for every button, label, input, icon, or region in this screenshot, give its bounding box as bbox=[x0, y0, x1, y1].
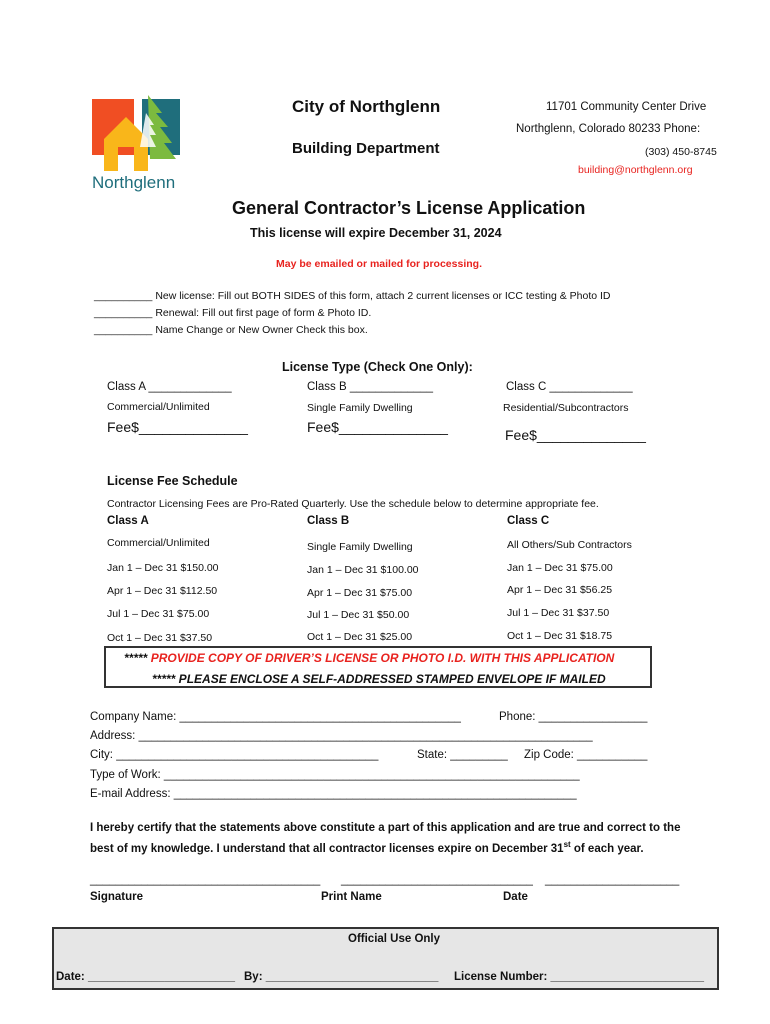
fee-row: Apr 1 – Dec 31 $112.50 bbox=[107, 585, 218, 597]
form-title: General Contractor’s License Application bbox=[232, 198, 586, 218]
signature-line[interactable]: ____________________________________ bbox=[90, 874, 321, 886]
address-line1: 11701 Community Center Drive bbox=[546, 101, 707, 113]
fee-row: Apr 1 – Dec 31 $56.25 bbox=[507, 584, 613, 596]
fee-row: Jan 1 – Dec 31 $150.00 bbox=[107, 562, 219, 574]
official-use-heading: Official Use Only bbox=[348, 933, 441, 945]
option-renewal[interactable] bbox=[94, 307, 371, 319]
logo-text: Northglenn bbox=[92, 173, 176, 192]
option-text: Name Change or New Owner Check this box. bbox=[155, 324, 368, 336]
notice-id-text: PROVIDE COPY OF DRIVER’S LICENSE OR PHOTO I.D. WITH THIS APPLICATION bbox=[150, 651, 615, 665]
certification-text-end: of each year. bbox=[570, 842, 644, 855]
fee-row: Jan 1 – Dec 31 $75.00 bbox=[507, 562, 613, 574]
zip-field[interactable]: Zip Code: ___________ bbox=[524, 749, 648, 761]
certification-text: best of my knowledge. I understand that all contractor licenses expire on December 31 bbox=[90, 842, 564, 855]
email-link[interactable]: building@northglenn.org bbox=[578, 164, 693, 176]
department-name: Building Department bbox=[292, 140, 440, 157]
fee-row: Oct 1 – Dec 31 $25.00 bbox=[307, 631, 413, 643]
class-c-fee-field[interactable]: Fee$______________ bbox=[505, 427, 646, 443]
city-field[interactable]: City: _________________________________________ bbox=[90, 749, 379, 761]
option-blank: __________ bbox=[94, 290, 153, 302]
fee-col-desc: Single Family Dwelling bbox=[307, 541, 413, 553]
class-b-desc: Single Family Dwelling bbox=[307, 402, 413, 414]
option-new-license[interactable] bbox=[94, 290, 611, 302]
type-of-work-field[interactable]: Type of Work: _________________________________________________________________ bbox=[90, 769, 580, 781]
option-name-change[interactable] bbox=[94, 324, 368, 336]
phone-number: (303) 450-8745 bbox=[645, 146, 717, 158]
option-blank: __________ bbox=[94, 324, 153, 336]
class-b-fee-field[interactable]: Fee$______________ bbox=[307, 419, 448, 435]
fee-row: Jul 1 – Dec 31 $50.00 bbox=[307, 609, 410, 621]
option-text: New license: Fill out BOTH SIDES of this form, attach 2 current licenses or ICC testing & Photo ID bbox=[155, 290, 611, 302]
fee-col-head: Class C bbox=[507, 515, 550, 527]
official-date-field[interactable]: Date: _______________________ bbox=[56, 971, 236, 983]
license-number-field[interactable]: License Number: ________________________ bbox=[454, 971, 704, 983]
certification-line1: I hereby certify that the statements above constitute a part of this application and are true and correct to the bbox=[90, 822, 681, 834]
notice-id-line bbox=[124, 651, 614, 665]
fee-row: Jan 1 – Dec 31 $100.00 bbox=[307, 564, 419, 576]
class-c-checkbox[interactable]: Class C _____________ bbox=[506, 381, 633, 393]
fee-row: Oct 1 – Dec 31 $37.50 bbox=[107, 632, 213, 644]
official-by-field[interactable]: By: ___________________________ bbox=[244, 971, 439, 983]
fee-row: Apr 1 – Dec 31 $75.00 bbox=[307, 587, 413, 599]
print-name-label: Print Name bbox=[321, 891, 382, 903]
class-a-fee-field[interactable]: Fee$______________ bbox=[107, 419, 248, 435]
city-name: City of Northglenn bbox=[292, 97, 441, 116]
fee-schedule-heading: License Fee Schedule bbox=[107, 474, 238, 488]
print-name-line[interactable]: ______________________________ bbox=[341, 874, 533, 886]
class-c-desc: Residential/Subcontractors bbox=[503, 402, 629, 414]
date-label: Date bbox=[503, 891, 528, 903]
class-b-checkbox[interactable]: Class B _____________ bbox=[307, 381, 433, 393]
state-field[interactable]: State: _________ bbox=[417, 749, 508, 761]
address-line2: Northglenn, Colorado 80233 Phone: bbox=[516, 123, 701, 135]
fee-col-desc: Commercial/Unlimited bbox=[107, 537, 210, 549]
notice-envelope-line: ***** PLEASE ENCLOSE A SELF-ADDRESSED STAMPED ENVELOPE IF MAILED bbox=[152, 672, 606, 686]
notice-stars: ***** bbox=[124, 651, 148, 665]
fee-col-head: Class A bbox=[107, 515, 149, 527]
option-blank: __________ bbox=[94, 307, 153, 319]
email-field[interactable]: E-mail Address: _______________________________________________________________ bbox=[90, 788, 577, 800]
certification-line2 bbox=[90, 840, 644, 855]
class-a-checkbox[interactable]: Class A _____________ bbox=[107, 381, 232, 393]
fee-schedule-intro: Contractor Licensing Fees are Pro-Rated Quarterly. Use the schedule below to determine appropriate fee. bbox=[107, 498, 599, 510]
class-a-desc: Commercial/Unlimited bbox=[107, 401, 210, 413]
option-text: Renewal: Fill out first page of form & Photo ID. bbox=[155, 307, 372, 319]
northglenn-logo bbox=[90, 95, 182, 200]
address-field[interactable]: Address: _______________________________________________________________________ bbox=[90, 730, 593, 742]
phone-field[interactable]: Phone: _________________ bbox=[499, 711, 648, 723]
fee-col-desc: All Others/Sub Contractors bbox=[507, 539, 632, 551]
company-name-field[interactable]: Company Name: ____________________________________________ bbox=[90, 711, 461, 723]
fee-row: Jul 1 – Dec 31 $75.00 bbox=[107, 608, 210, 620]
date-line[interactable]: _____________________ bbox=[545, 874, 680, 886]
signature-label: Signature bbox=[90, 891, 144, 903]
expiry-note: This license will expire December 31, 2024 bbox=[250, 226, 502, 240]
submit-note: May be emailed or mailed for processing. bbox=[276, 258, 482, 270]
fee-col-head: Class B bbox=[307, 515, 350, 527]
fee-row: Jul 1 – Dec 31 $37.50 bbox=[507, 607, 610, 619]
fee-row: Oct 1 – Dec 31 $18.75 bbox=[507, 630, 613, 642]
license-type-heading: License Type (Check One Only): bbox=[282, 360, 473, 374]
certification-sup: st bbox=[563, 840, 571, 849]
